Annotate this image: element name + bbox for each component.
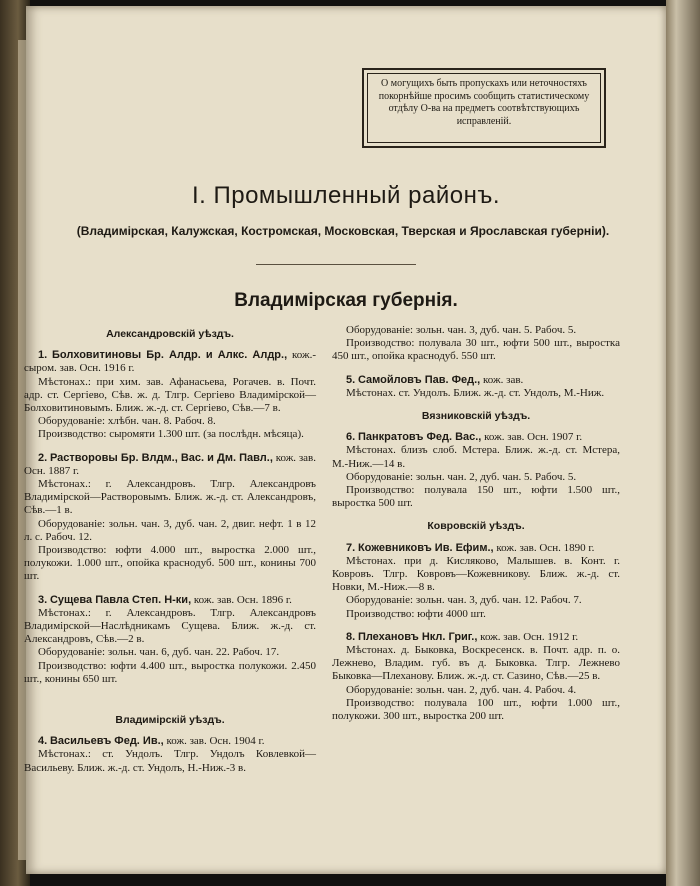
entry-head: кож. зав. Осн. 1890 г.: [496, 541, 595, 554]
district-heading: Ковровскій уѣздъ.: [427, 520, 525, 533]
entry-number: 2.: [38, 451, 48, 464]
entry-line: Оборудованіе: зольн. чан. 3, дуб. чан. 12. Рабоч. 7.: [346, 594, 582, 607]
entry-line: Мѣстонах. близъ слоб. Мстера. Ближ. ж.-д. ст. Мстера, М.-Ниж.—14 в.: [332, 444, 620, 470]
divider: [256, 264, 416, 265]
entry-4: [24, 735, 316, 775]
entry-line: Производство: полувала 100 шт., юфти 1.000 шт., полукожи. 300 шт., выростка 200 шт.: [332, 696, 620, 723]
entry-line: Мѣстонах.: г. Александровъ. Тлгр. Александровъ Владимірской—Наслѣдникамъ Сущева. Ближ. ж.-д. ст. Александровъ, Сѣв.—2 в.: [24, 606, 316, 646]
entry-2: [24, 452, 316, 584]
entry-number: 7.: [346, 541, 356, 554]
entry-line: Мѣстонах. д. Быковка, Воскресенск. в. Почт. адр. п. о. Лежнево, Владим. губ. въ д. Быковка. Тлгр. Лежнево Быковка—Плеханову. Ближ. ж.-д. ст. Сазино, Сѣв.—25 в.: [332, 644, 620, 683]
entry-name: Растворовы Бр. Влдм., Вас. и Дм. Павл.,: [49, 451, 273, 464]
entry-line: Производство: полувала 150 шт., юфти 1.500 шт., выростка 500 шт.: [332, 484, 620, 510]
entry-line: Мѣстонах. ст. Ундолъ. Ближ. ж.-д. ст. Ундолъ, М.-Ниж.: [346, 386, 605, 399]
entry-continued: [332, 324, 620, 364]
entry-line: Производство: юфти 4.400 шт., выростка полукожи. 2.450 шт., конины 650 шт.: [24, 659, 316, 685]
entry-head: кож. зав. Осн. 1907 г.: [484, 431, 583, 444]
entry-number: 1.: [38, 349, 48, 362]
page-edges-right: [666, 0, 700, 886]
entry-line: Производство: полувала 30 шт., юфти 500 шт., выростка 450 шт., опойка краснодуб. 550 шт.: [332, 337, 620, 363]
entry-line: Производство: юфти 4000 шт.: [346, 607, 486, 620]
entry-number: 4.: [38, 735, 48, 748]
left-column: [24, 324, 316, 785]
entry-line: Оборудованіе: хлѣбн. чан. 8. Рабоч. 8.: [38, 415, 216, 428]
section-title: I. Промышленный районъ.: [191, 182, 500, 209]
entry-7: [332, 542, 620, 621]
entry-name: Плехановъ Нкл. Григ.,: [357, 630, 478, 643]
entry-6: [332, 431, 620, 510]
district-heading: Вязниковскій уѣздъ.: [421, 410, 531, 423]
entry-line: Производство: юфти 4.000 шт., выростка 2.000 шт., полукожи. 1.000 шт., опойка краснодуб. 500 шт., конины 700 шт.: [24, 544, 316, 583]
entry-name: Кожевниковъ Ив. Ефим.,: [357, 541, 494, 554]
entry-3: [24, 594, 316, 686]
entry-name: Сущева Павла Степ. Н-ки,: [49, 593, 192, 606]
entry-line: Мѣстонах.: при хим. зав. Афанасьева, Рогачев. в. Почт. адр. ст. Сергіево, Сѣв. ж. д. Тлгр. Сергіево Владимірской—Болховитиновымъ. Ближ. ж.-д. ст. Сергіево, Сѣв.—7 в.: [24, 375, 316, 415]
entry-line: Оборудованіе: зольн. чан. 3, дуб. чан. 5. Рабоч. 5.: [346, 324, 577, 336]
entry-line: Производство: сыромяти 1.300 шт. (за послѣдн. мѣсяца).: [38, 428, 304, 441]
entry-8: [332, 631, 620, 723]
entry-line: Оборудованіе: зольн. чан. 2, дуб. чан. 4. Рабоч. 4.: [346, 683, 577, 696]
entry-number: 8.: [346, 630, 356, 643]
entry-head: кож. зав.: [482, 373, 524, 386]
entry-head: кож. зав. Осн. 1904 г.: [166, 735, 265, 748]
district-heading: Александровскій уѣздъ.: [106, 328, 234, 340]
entry-number: 6.: [346, 431, 356, 444]
entry-line: Мѣстонах.: г. Александровъ. Тлгр. Александровъ Владимірской—Растворовымъ. Ближ. ж.-д. ст. Александровъ, Сѣв.—1 в.: [24, 478, 316, 517]
entry-name: Васильевъ Фед. Ив.,: [49, 735, 164, 748]
section-subtitle: (Владимірская, Калужская, Костромская, Московская, Тверская и Ярославская губерніи).: [76, 224, 610, 238]
entry-name: Панкратовъ Фед. Вас.,: [357, 431, 482, 444]
entry-head: кож. зав. Осн. 1896 г.: [193, 593, 292, 606]
entry-number: 5.: [346, 373, 356, 386]
district-heading: Владимірскій уѣздъ.: [115, 714, 225, 727]
entry-name: Болховитиновы Бр. Алдр. и Алкс. Алдр.,: [52, 349, 288, 362]
province-title: Владимірская губернія.: [234, 290, 458, 311]
right-column: [332, 324, 620, 733]
entry-line: Оборудованіе: зольн. чан. 2, дуб. чан. 5. Рабоч. 5.: [346, 470, 577, 483]
entry-line: Мѣстонах. при д. Кисляково, Малышев. в. Конт. г. Ковровъ. Тлгр. Ковровъ—Кожевникову. Ближ. ж.-д. ст. Новки, М.-Ниж.—8 в.: [332, 554, 620, 594]
entry-head: кож.-сыром. зав. Осн. 1916 г.: [24, 349, 316, 375]
entry-line: Мѣстонах.: ст. Ундолъ. Тлгр. Ундолъ Ковлевкой—Васильеву. Ближ. ж.-д. ст. Ундолъ, Н.-Ниж.-3 в.: [24, 748, 316, 774]
entry-head: кож. зав. Осн. 1912 г.: [480, 630, 579, 643]
entry-1: [24, 349, 316, 441]
notice-text: О могущихъ быть пропускахъ или неточностяхъ покорнѣйше просимъ сообщить статистическому отдѣлу О-ва на предметъ соотвѣтствующихъ исправленій.: [378, 78, 590, 127]
entry-line: Оборудованіе: зольн. чан. 3, дуб. чан. 2, двиг. нефт. 1 в 12 л. с. Рабоч. 12.: [24, 517, 316, 543]
entry-number: 3.: [38, 593, 48, 606]
entry-line: Оборудованіе: зольн. чан. 6, дуб. чан. 22. Рабоч. 17.: [38, 646, 280, 659]
entry-name: Самойловъ Пав. Фед.,: [357, 373, 481, 386]
notice-box: [362, 68, 606, 148]
entry-head: кож. зав. Осн. 1887 г.: [24, 451, 317, 477]
entry-5: [332, 374, 620, 400]
book-page: [26, 6, 666, 874]
